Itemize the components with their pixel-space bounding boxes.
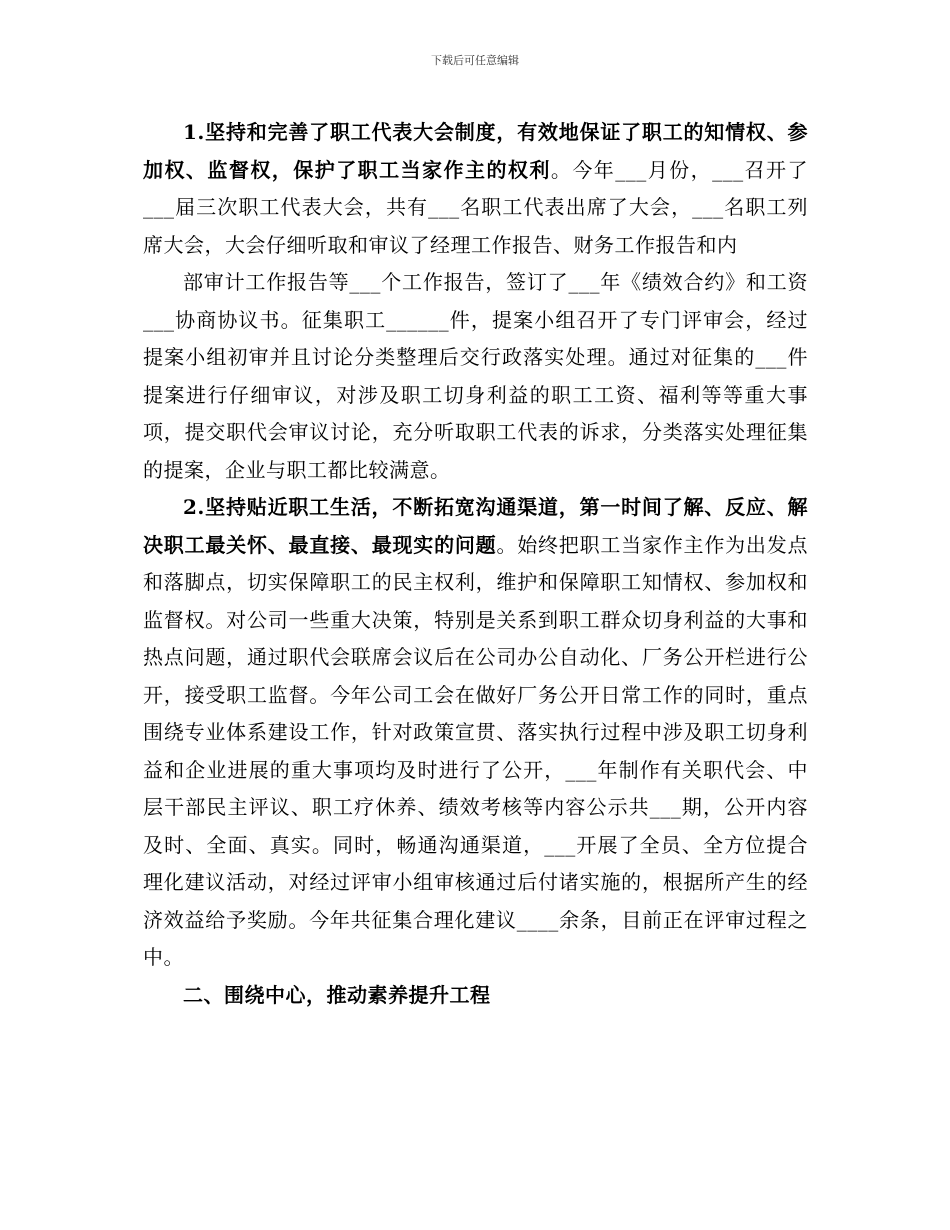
paragraph-1 (143, 114, 808, 264)
section-heading: 二、围绕中心，推动素养提升工程 (183, 982, 491, 1007)
paragraph-3-text: 。始终把职工当家作主作为出发点和落脚点，切实保障职工的民主权利，维护和保障职工知情权、参加权和监督权。对公司一些重大决策，特别是关系到职工群众切身利益的大事和热点问题，通过职代会联席会议后在公司办公自动化、厂务公开栏进行公开，接受职工监督。今年公司工会在做好厂务公开日常工作的同时，重点围绕专业体系建设工作，针对政策宣贯、落实执行过程中涉及职工切身利益和企业进展的重大事项均及时进行了公开，___年制作有关职代会、中层干部民主评议、职工疗休养、绩效考核等内容公示共___期，公开内容及时、全面、真实。同时，畅通沟通渠道，___开展了全员、全方位提合理化建议活动，对经过评审小组审核通过后付诸实施的，根据所产生的经济效益给予奖励。今年共征集合理化建议____余条，目前正在评审过程之中。 (143, 532, 809, 969)
page-header: 下载后可任意编辑 (431, 54, 519, 67)
paragraph-2 (143, 264, 808, 489)
document-body (143, 114, 808, 1014)
paragraph-2-text: 部审计工作报告等___个工作报告，签订了___年《绩效合约》和工资___协商协议书。征集职工______件，提案小组召开了专门评审会，经过提案小组初审并且讨论分类整理后交行政落实处理。通过对征集的___件提案进行仔细审议，对涉及职工切身利益的职工工资、福利等等重大事项，提交职代会审议讨论，充分听取职工代表的诉求，分类落实处理征集的提案，企业与职工都比较满意。 (143, 270, 808, 482)
paragraph-1-text: 。今年___月份，___召开了___届三次职工代表大会，共有___名职工代表出席了大会，___名职工列席大会，大会仔细听取和审议了经理工作报告、财务工作报告和内 (143, 157, 809, 257)
paragraph-3-lead: 2.坚持贴近职工生活，不断拓宽沟通渠道，第一时间了解、反应、解决职工最关怀、最直接、最现实的问题 (143, 495, 808, 557)
paragraph-3 (143, 489, 808, 977)
paragraph-1-lead: 1.坚持和完善了职工代表大会制度，有效地保证了职工的知情权、参加权、监督权，保护了职工当家作主的权利 (143, 120, 808, 182)
